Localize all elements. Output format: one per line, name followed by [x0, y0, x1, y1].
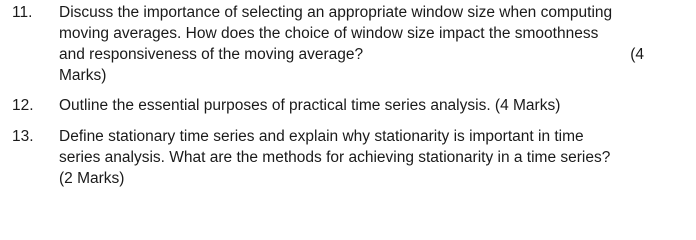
marks-label: (2 Marks) — [59, 170, 125, 187]
question-13 — [12, 126, 679, 189]
question-line: series analysis. What are the methods for achieving stationarity in a time series? — [59, 149, 611, 166]
question-text — [59, 2, 679, 86]
question-line: moving averages. How does the choice of window size impact the smoothness — [59, 25, 599, 42]
question-line: Discuss the importance of selecting an appropriate window size when computing — [59, 4, 613, 21]
question-line: Define stationary time series and explain why stationarity is important in time — [59, 128, 584, 145]
question-line — [59, 44, 644, 65]
question-number: 13. — [12, 128, 34, 145]
marks-label: (4 — [630, 46, 644, 63]
question-text — [59, 126, 679, 189]
question-11 — [12, 2, 679, 86]
question-line: Outline the essential purposes of practical time series analysis. (4 Marks) — [59, 97, 561, 114]
marks-label-continued: Marks) — [59, 67, 107, 84]
question-number: 12. — [12, 97, 34, 114]
question-line-text: and responsiveness of the moving average? — [59, 46, 364, 63]
question-12 — [12, 95, 679, 116]
question-text — [59, 95, 679, 116]
question-number: 11. — [12, 4, 33, 21]
